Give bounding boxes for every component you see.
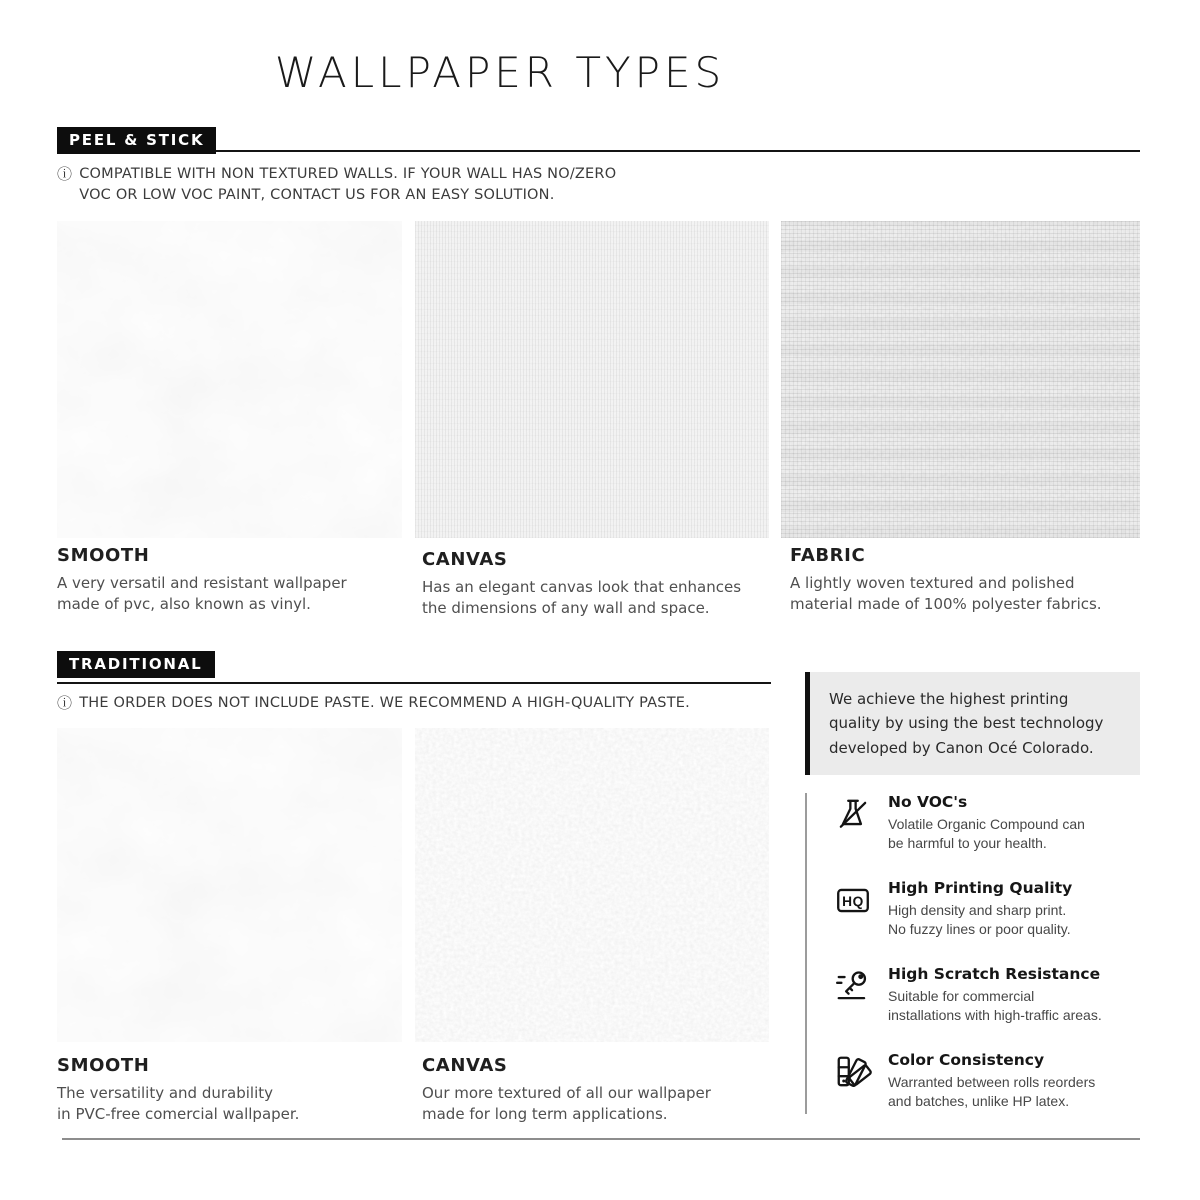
swatch-name: SMOOTH [57,545,150,566]
peel-stick-note-text [79,164,616,206]
section-label-traditional: TRADITIONAL [57,651,215,678]
info-icon: ⓘ [57,694,73,712]
desc-line: Warranted between rolls reorders [888,1074,1096,1090]
feature-text [888,965,1102,1025]
note-line: THE ORDER DOES NOT INCLUDE PASTE. WE RECOMMEND A HIGH-QUALITY PASTE. [79,695,690,711]
smooth-pvc-free-texture-swatch [57,728,402,1042]
swatch-caption-smooth [57,1055,299,1126]
feature-no-voc [834,793,1140,853]
swatch-name: FABRIC [790,545,866,566]
desc-line: High density and sharp print. [888,902,1067,918]
swatch-description [790,573,1102,616]
quote-line: We achieve the highest printing [829,690,1069,708]
feature-text [888,1051,1095,1111]
swatch-caption-smooth [57,545,347,616]
feature-title: Color Consistency [888,1051,1045,1069]
feature-description [888,815,1085,853]
swatch-name: SMOOTH [57,1055,150,1076]
feature-high-printing-quality [834,879,1140,939]
stucco-texture-image [415,728,769,1042]
svg-text:HQ: HQ [842,893,864,909]
desc-line: in PVC-free comercial wallpaper. [57,1105,300,1124]
features-divider-line [805,793,807,1114]
feature-color-consistency [834,1051,1140,1111]
feature-text [888,879,1072,939]
quote-line: quality by using the best technology [829,714,1104,733]
desc-line: made of pvc, also known as vinyl. [57,595,311,614]
note-line: VOC OR LOW VOC PAINT, CONTACT US FOR AN EASY SOLUTION. [79,187,555,204]
note-line: COMPATIBLE WITH NON TEXTURED WALLS. IF YOUR WALL HAS NO/ZERO [79,166,617,182]
fabric-texture-image [781,221,1140,538]
desc-line: be harmful to your health. [888,835,1047,852]
page-title: WALLPAPER TYPES [274,48,726,97]
polyester-fabric-texture-swatch [781,221,1140,538]
feature-description [888,901,1072,939]
section-label-peel-stick: PEEL & STICK [57,127,216,154]
info-icon: ⓘ [57,165,73,183]
feature-description [888,1073,1095,1111]
swatch-caption-canvas [422,549,741,620]
swatch-caption-canvas [422,1055,711,1126]
desc-line: material made of 100% polyester fabrics. [790,595,1102,614]
section-rule-peel-stick [57,150,1140,152]
desc-line: A very versatil and resistant wallpaper [57,574,347,592]
swatch-description [57,573,347,616]
smooth-vinyl-texture-swatch [57,221,402,538]
no-voc-icon [834,795,872,833]
canvas-texture-image [415,221,769,538]
peel-stick-note [57,164,616,206]
high-printing-quality-icon [834,881,872,919]
swatch-description [57,1083,299,1126]
desc-line: Volatile Organic Compound can [888,816,1085,832]
woven-canvas-texture-swatch [415,221,769,538]
printing-quality-quote [805,672,1140,775]
swatch-description [422,577,741,620]
feature-title: No VOC's [888,793,968,811]
feature-text [888,793,1085,853]
desc-line: A lightly woven textured and polished [790,574,1075,592]
bottom-divider-line [62,1138,1140,1140]
desc-line: installations with high-traffic areas. [888,1007,1102,1024]
swatch-caption-fabric [790,545,1102,616]
smooth-texture-image [57,221,402,538]
traditional-note-text [79,693,690,714]
feature-high-scratch-resistance [834,965,1140,1025]
swatch-description [422,1083,711,1126]
swatch-name: CANVAS [422,549,508,570]
feature-title: High Scratch Resistance [888,965,1101,983]
swatch-name: CANVAS [422,1055,508,1076]
feature-description [888,987,1102,1025]
smooth-texture-image [57,728,402,1042]
desc-line: made for long term applications. [422,1105,668,1124]
desc-line: the dimensions of any wall and space. [422,599,710,618]
color-swatches-icon [834,1053,872,1091]
traditional-note [57,693,690,714]
desc-line: The versatility and durability [57,1084,274,1102]
feature-title: High Printing Quality [888,879,1073,897]
quote-line: developed by Canon Océ Colorado. [829,738,1094,757]
desc-line: Has an elegant canvas look that enhances [422,578,742,596]
section-rule-traditional [57,682,771,684]
textured-canvas-texture-swatch [415,728,769,1042]
desc-line: No fuzzy lines or poor quality. [888,921,1071,938]
desc-line: Suitable for commercial [888,988,1035,1004]
scratch-resistance-icon [834,967,872,1005]
desc-line: and batches, unlike HP latex. [888,1093,1070,1110]
desc-line: Our more textured of all our wallpaper [422,1084,711,1102]
